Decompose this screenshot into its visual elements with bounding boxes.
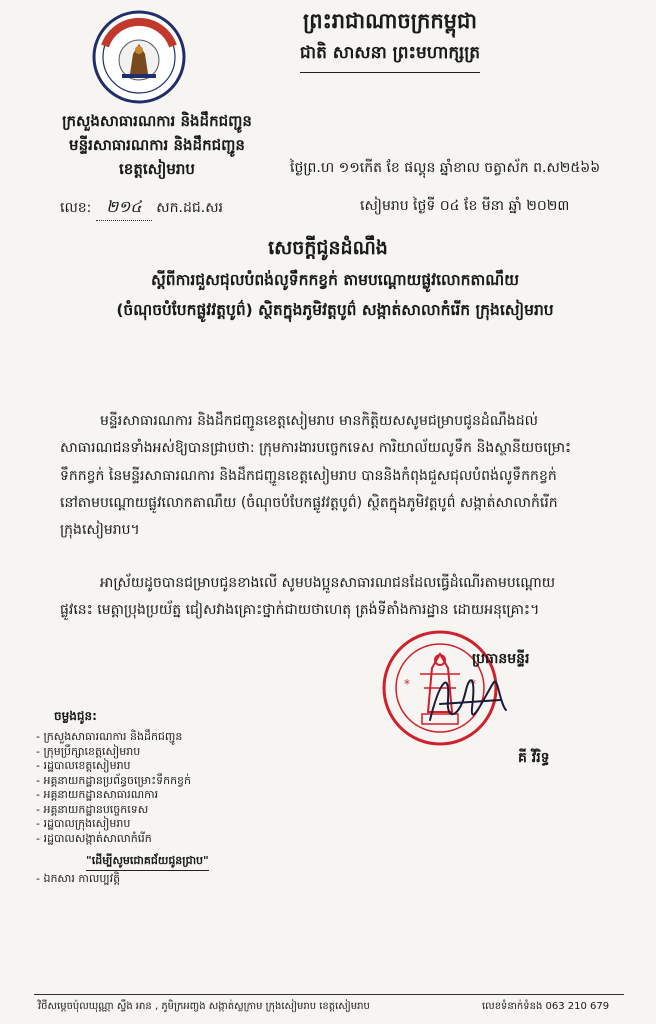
lunar-date: ថ្ងៃព្រ.ហ ១១កើត ខែ ផល្គុន ឆ្នាំខាល ចត្វាស័ក ព.ស២៥៦៦ <box>290 160 601 176</box>
kingdom-heading: ព្រះរាជាណាចក្រកម្ពុជា <box>302 9 477 33</box>
list-item: - អគ្គនាយកដ្ឋានសាធារណការ <box>36 788 159 801</box>
header-divider <box>300 72 480 73</box>
list-item: - រដ្ឋបាលខេត្តសៀមរាប <box>36 759 131 772</box>
subject-line-2: (ចំណុចបំបែកផ្លូវវត្តបូព៌) ស្ថិតក្នុងភូមិវត្តបូព៌ សង្កាត់សាលាកំរើក ក្រុងសៀមរាប <box>116 301 554 319</box>
list-item: - រដ្ឋបាលសង្កាត់សាលាកំរើក <box>36 831 152 845</box>
body-line: មន្ទីរសាធារណការ និងដឹកជញ្ជូនខេត្តសៀមរាប មានកិត្តិយសសូមជម្រាបជូនដំណឹងដល់ <box>100 413 538 429</box>
signatory-title: ប្រធានមន្ទីរ <box>472 651 530 667</box>
footer-phone: លេខទំនាក់ទំនង 063 210 679 <box>482 1001 610 1012</box>
reference-suffix: សក.ដជ.សរ <box>156 200 223 216</box>
national-motto: ជាតិ សាសនា ព្រះមហាក្សត្រ <box>299 43 481 63</box>
signatory-name: គី វិរិទ្ធ <box>518 750 550 766</box>
reference-handwritten-number: ២១៤ <box>96 196 152 221</box>
notice-title: សេចក្តីជូនដំណឹង <box>268 237 388 259</box>
body-line: ក្រុងសៀមរាប។ <box>60 522 140 539</box>
body-line: សាធារណជនទាំងអស់ឱ្យបានជ្រាបថា: ក្រុមការងារបច្ចេកទេស ការិយាល័យលូទឹក និងស្ថានីយចម្រោះ <box>60 440 572 457</box>
footer-address: វិថីសម្តេចប៉ុលឃុណ្ណា ស្ទឹង អាន , ភូមិក្រអញ្ចង សង្កាត់ស្លក្រាម ក្រុងសៀមរាប ខេត្តសៀមរាប <box>38 1001 370 1012</box>
cc-archive: - ឯកសារ កាលប្បវត្តិ <box>36 872 121 885</box>
list-item: - ក្រសួងសាធារណការ និងដឹកជញ្ជូន <box>36 730 183 743</box>
department-name: មន្ទីរសាធារណការ និងដឹកជញ្ជូន <box>69 136 245 154</box>
svg-text:*: * <box>470 677 476 691</box>
document-date: សៀមរាប ថ្ងៃទី ០៤ ខែ មីនា ឆ្នាំ ២០២៣ <box>360 198 570 214</box>
handwritten-signature <box>410 660 520 740</box>
reference-number <box>60 196 223 221</box>
list-item: - រដ្ឋបាលក្រុងសៀមរាប <box>36 817 131 830</box>
list-item: - អគ្គនាយកដ្ឋានបច្ចេកទេស <box>36 802 149 816</box>
list-item: - អគ្គនាយកដ្ឋានប្រព័ន្ធចម្រោះទឹកកខ្វក់ <box>36 773 192 787</box>
reference-label: លេខ: <box>60 200 92 216</box>
body-line: អាស្រ័យដូចបានជម្រាបជូនខាងលើ សូមបងប្អូនសាធារណជនដែលធ្វើដំណើរតាមបណ្តោយ <box>100 575 556 591</box>
body-line: ទឹកកខ្វក់ នៃមន្ទីរសាធារណការ និងដឹកជញ្ជូនខេត្តសៀមរាប បាននិងកំពុងជួសជុលបំពង់លូទឹកកខ្វក់ <box>60 467 557 484</box>
list-item: - ក្រុមប្រឹក្សាខេត្តសៀមរាប <box>36 744 141 758</box>
footer-divider <box>34 994 624 995</box>
body-paragraph-2 <box>60 570 628 625</box>
ministry-logo <box>92 10 186 104</box>
subject-line-1: ស្តីពីការជួសជុលបំពង់លូទឹកកខ្វក់ តាមបណ្តោយផ្លូវលោកតាណឹយ <box>151 271 519 289</box>
ministry-name: ក្រសួងសាធារណការ និងដឹកជញ្ជូន <box>62 112 252 130</box>
cc-list <box>36 730 266 846</box>
body-line: ផ្លូវនេះ មេត្តាប្រុងប្រយ័ត្ន ជៀសវាងគ្រោះថ្នាក់ជាយថាហេតុ ត្រង់ទីតាំងការដ្ឋាន ដោយអនុគ្រោះ។ <box>60 602 540 619</box>
province-name: ខេត្តសៀមរាប <box>119 160 195 178</box>
body-paragraph-1 <box>60 408 628 544</box>
body-line: នៅតាមបណ្តោយផ្លូវលោកតាណឹយ (ចំណុចបំបែកផ្លូវវត្តបូព៌) ស្ថិតក្នុងភូមិវត្តបូព៌ សង្កាត់សាលាកំរើក <box>60 494 558 511</box>
cc-heading: ចម្លងជូន: <box>54 709 97 723</box>
cc-note: "ដើម្បីសូមជោគជ័យជូនជ្រាប" <box>86 854 209 871</box>
svg-text:*: * <box>404 677 410 691</box>
